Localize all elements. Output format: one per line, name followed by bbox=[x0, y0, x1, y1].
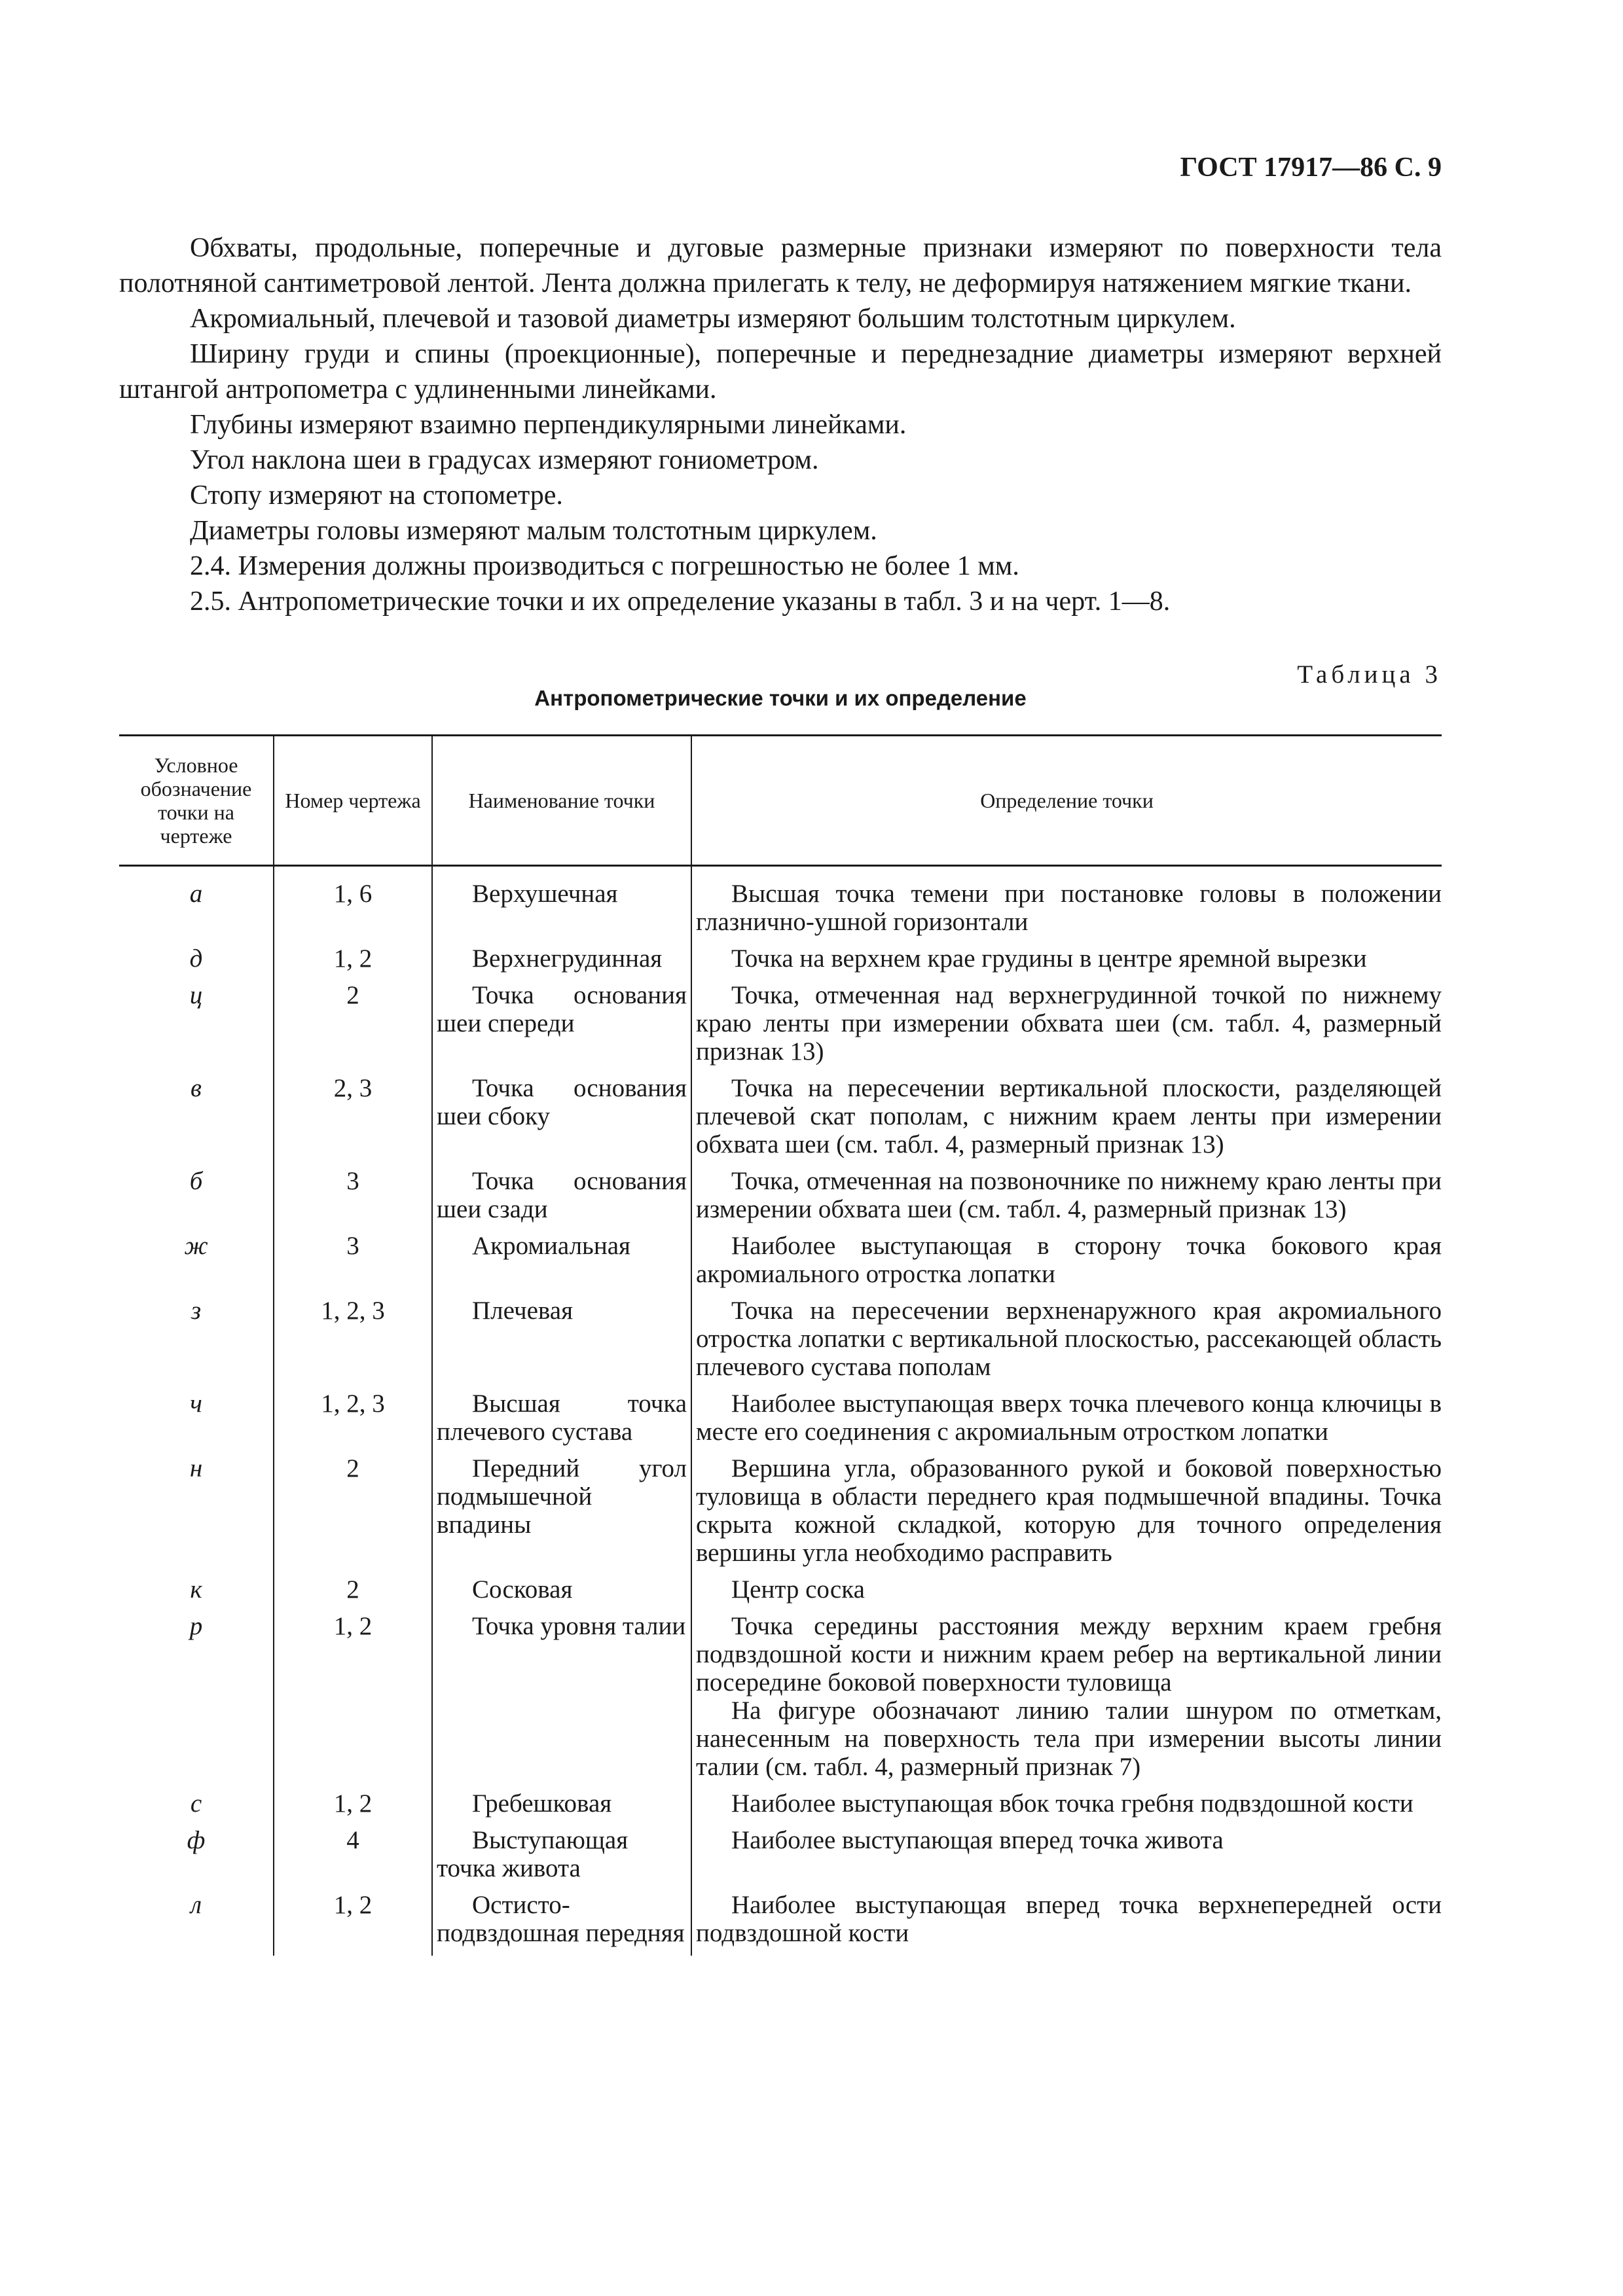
point-symbol: в bbox=[191, 1074, 202, 1102]
point-name bbox=[432, 866, 691, 945]
point-definition bbox=[691, 1789, 1442, 1826]
point-definition bbox=[691, 1167, 1442, 1232]
point-definition-paragraph: Наиболее выступающая вперед точка верхнепередней ости подвздошной кости bbox=[696, 1891, 1442, 1947]
point-name-text: Высшая точка плечевого сустава bbox=[437, 1390, 687, 1446]
drawing-number: 2 bbox=[274, 1575, 432, 1612]
point-name-text: Точка уровня талии bbox=[472, 1612, 686, 1640]
point-symbol: с bbox=[190, 1789, 202, 1818]
table-row bbox=[119, 1789, 1442, 1826]
paragraph: Ширину груди и спины (проекционные), поперечные и переднезадние диаметры измеряют верхней штангой антропометра с удлиненными линейками. bbox=[119, 339, 1442, 404]
drawing-number: 3 bbox=[274, 1167, 432, 1232]
point-definition bbox=[691, 1454, 1442, 1575]
anthropometric-points-table bbox=[119, 734, 1442, 1956]
point-name bbox=[432, 1390, 691, 1454]
table-row bbox=[119, 1454, 1442, 1575]
point-definition-paragraph: Вершина угла, образованного рукой и боковой поверхностью туловища в области переднего края подмышечной впадины. Точка скрыта кожной складкой, которую для точного определения вершины угла необходимо расправить bbox=[696, 1454, 1442, 1567]
point-name bbox=[432, 1575, 691, 1612]
point-definition-paragraph: На фигуре обозначают линию талии шнуром по отметкам, нанесенным на поверхность тела при измерении высоты линии талии (см. табл. 4, размерный признак 7) bbox=[696, 1696, 1442, 1781]
point-definition bbox=[691, 1297, 1442, 1390]
drawing-number: 2, 3 bbox=[274, 1074, 432, 1167]
point-definition-paragraph: Точка, отмеченная на позвоночнике по нижнему краю ленты при измерении обхвата шеи (см. табл. 4, размерный признак 13) bbox=[696, 1167, 1442, 1223]
table-row bbox=[119, 866, 1442, 945]
point-symbol: ф bbox=[187, 1826, 206, 1854]
point-name-text: Верхнегрудинная bbox=[472, 944, 663, 973]
point-definition bbox=[691, 1232, 1442, 1297]
point-definition-paragraph: Точка, отмеченная над верхнегрудинной точкой по нижнему краю ленты при измерении обхвата шеи (см. табл. 4, размерный признак 13) bbox=[696, 981, 1442, 1066]
point-name bbox=[432, 1074, 691, 1167]
point-name-text: Точка основания шеи сбоку bbox=[437, 1074, 687, 1130]
paragraph: Угол наклона шеи в градусах измеряют гониометром. bbox=[190, 445, 819, 475]
point-name-text: Сосковая bbox=[472, 1575, 573, 1604]
drawing-number: 1, 2 bbox=[274, 1789, 432, 1826]
drawing-number: 1, 2 bbox=[274, 944, 432, 981]
paragraph: Стопу измеряют на стопометре. bbox=[190, 480, 563, 511]
point-definition-paragraph: Высшая точка темени при постановке головы в положении глазнично-ушной горизонтали bbox=[696, 880, 1442, 936]
point-definition-paragraph: Точка на пересечении вертикальной плоскости, разделяющей плечевой скат пополам, с нижним краем ленты при измерении обхвата шеи (см. табл. 4, размерный признак 13) bbox=[696, 1074, 1442, 1158]
point-symbol: б bbox=[189, 1167, 203, 1195]
drawing-number: 1, 6 bbox=[274, 866, 432, 945]
point-definition-paragraph: Наиболее выступающая вперед точка живота bbox=[731, 1826, 1224, 1854]
table-row bbox=[119, 1297, 1442, 1390]
point-name bbox=[432, 1454, 691, 1575]
point-definition-paragraph: Точка на верхнем крае грудины в центре яремной вырезки bbox=[731, 944, 1367, 973]
point-definition bbox=[691, 1390, 1442, 1454]
intro-text bbox=[119, 230, 1442, 619]
point-symbol: а bbox=[189, 880, 203, 908]
point-name-text: Выступающая точка живота bbox=[437, 1826, 629, 1882]
point-name-text: Плечевая bbox=[472, 1297, 574, 1325]
table-row bbox=[119, 981, 1442, 1074]
point-symbol: д bbox=[189, 944, 203, 973]
point-symbol: з bbox=[191, 1297, 202, 1325]
point-name bbox=[432, 1167, 691, 1232]
point-symbol: л bbox=[190, 1891, 202, 1919]
column-header-point-definition: Определение точки bbox=[691, 736, 1442, 866]
drawing-number: 2 bbox=[274, 981, 432, 1074]
point-definition bbox=[691, 1612, 1442, 1789]
table-row bbox=[119, 1390, 1442, 1454]
point-symbol: ч bbox=[190, 1390, 202, 1418]
point-symbol: ц bbox=[189, 981, 203, 1009]
paragraph: Диаметры головы измеряют малым толстотным циркулем. bbox=[190, 516, 877, 546]
drawing-number: 1, 2, 3 bbox=[274, 1390, 432, 1454]
column-header-symbol: Условное обозначение точки на чертеже bbox=[119, 736, 274, 866]
clause-2-4: 2.4. Измерения должны производиться с погрешностью не более 1 мм. bbox=[190, 551, 1019, 581]
clause-2-5: 2.5. Антропометрические точки и их определение указаны в табл. 3 и на черт. 1—8. bbox=[190, 586, 1171, 617]
paragraph: Акромиальный, плечевой и тазовой диаметры измеряют большим толстотным циркулем. bbox=[190, 304, 1236, 334]
column-header-point-name: Наименование точки bbox=[432, 736, 691, 866]
point-definition-paragraph: Наиболее выступающая в сторону точка бокового края акромиального отростка лопатки bbox=[696, 1232, 1442, 1288]
table-row bbox=[119, 1074, 1442, 1167]
table-row bbox=[119, 1612, 1442, 1789]
point-name bbox=[432, 944, 691, 981]
point-symbol: ж bbox=[184, 1232, 208, 1260]
point-symbol: к bbox=[190, 1575, 202, 1604]
point-definition bbox=[691, 1891, 1442, 1956]
point-name bbox=[432, 1612, 691, 1789]
point-name-text: Верхушечная bbox=[472, 880, 618, 908]
point-name bbox=[432, 981, 691, 1074]
point-definition bbox=[691, 866, 1442, 945]
point-definition-paragraph: Точка на пересечении верхненаружного края акромиального отростка лопатки с вертикальной плоскостью, рассекающей область плечевого сустава пополам bbox=[696, 1297, 1442, 1381]
column-header-drawing-number: Номер чертежа bbox=[274, 736, 432, 866]
point-name-text: Акромиальная bbox=[472, 1232, 630, 1260]
table-header-row bbox=[119, 736, 1442, 866]
point-name bbox=[432, 1232, 691, 1297]
point-name bbox=[432, 1297, 691, 1390]
point-definition bbox=[691, 944, 1442, 981]
table-row bbox=[119, 1167, 1442, 1232]
point-name bbox=[432, 1891, 691, 1956]
table-row bbox=[119, 1891, 1442, 1956]
point-name bbox=[432, 1789, 691, 1826]
point-definition bbox=[691, 1826, 1442, 1891]
table-row bbox=[119, 1826, 1442, 1891]
drawing-number: 1, 2 bbox=[274, 1612, 432, 1789]
point-definition-paragraph: Точка середины расстояния между верхним краем гребня подвздошной кости и нижним краем ребер на вертикальной линии посередине боковой поверхности туловища bbox=[696, 1612, 1442, 1696]
point-name-text: Точка основания шеи сзади bbox=[437, 1167, 687, 1223]
point-name bbox=[432, 1826, 691, 1891]
drawing-number: 2 bbox=[274, 1454, 432, 1575]
table-row bbox=[119, 1232, 1442, 1297]
point-definition bbox=[691, 981, 1442, 1074]
page-header: ГОСТ 17917—86 С. 9 bbox=[1180, 152, 1442, 183]
point-definition bbox=[691, 1575, 1442, 1612]
drawing-number: 4 bbox=[274, 1826, 432, 1891]
table-caption: Таблица 3 bbox=[1297, 660, 1442, 689]
drawing-number: 1, 2 bbox=[274, 1891, 432, 1956]
point-name-text: Остисто-подвздошная передняя bbox=[437, 1891, 685, 1947]
point-name-text: Передний угол подмышечной впадины bbox=[437, 1454, 687, 1539]
point-name-text: Гребешковая bbox=[472, 1789, 612, 1818]
point-definition-paragraph: Наиболее выступающая вбок точка гребня подвздошной кости bbox=[731, 1789, 1413, 1818]
drawing-number: 1, 2, 3 bbox=[274, 1297, 432, 1390]
paragraph: Глубины измеряют взаимно перпендикулярными линейками. bbox=[190, 410, 907, 440]
paragraph: Обхваты, продольные, поперечные и дуговые размерные признаки измеряют по поверхности тела полотняной сантиметровой лентой. Лента должна прилегать к телу, не деформируя натяжением мягкие ткани. bbox=[119, 233, 1442, 298]
table-row bbox=[119, 1575, 1442, 1612]
point-definition-paragraph: Наиболее выступающая вверх точка плечевого конца ключицы в месте его соединения с акромиальным отростком лопатки bbox=[696, 1390, 1442, 1446]
table-row bbox=[119, 944, 1442, 981]
point-definition bbox=[691, 1074, 1442, 1167]
drawing-number: 3 bbox=[274, 1232, 432, 1297]
table-title: Антропометрические точки и их определение bbox=[534, 686, 1027, 710]
point-name-text: Точка основания шеи спереди bbox=[437, 981, 687, 1037]
point-symbol: н bbox=[189, 1454, 203, 1482]
point-symbol: р bbox=[189, 1612, 203, 1640]
point-definition-paragraph: Центр соска bbox=[731, 1575, 865, 1604]
